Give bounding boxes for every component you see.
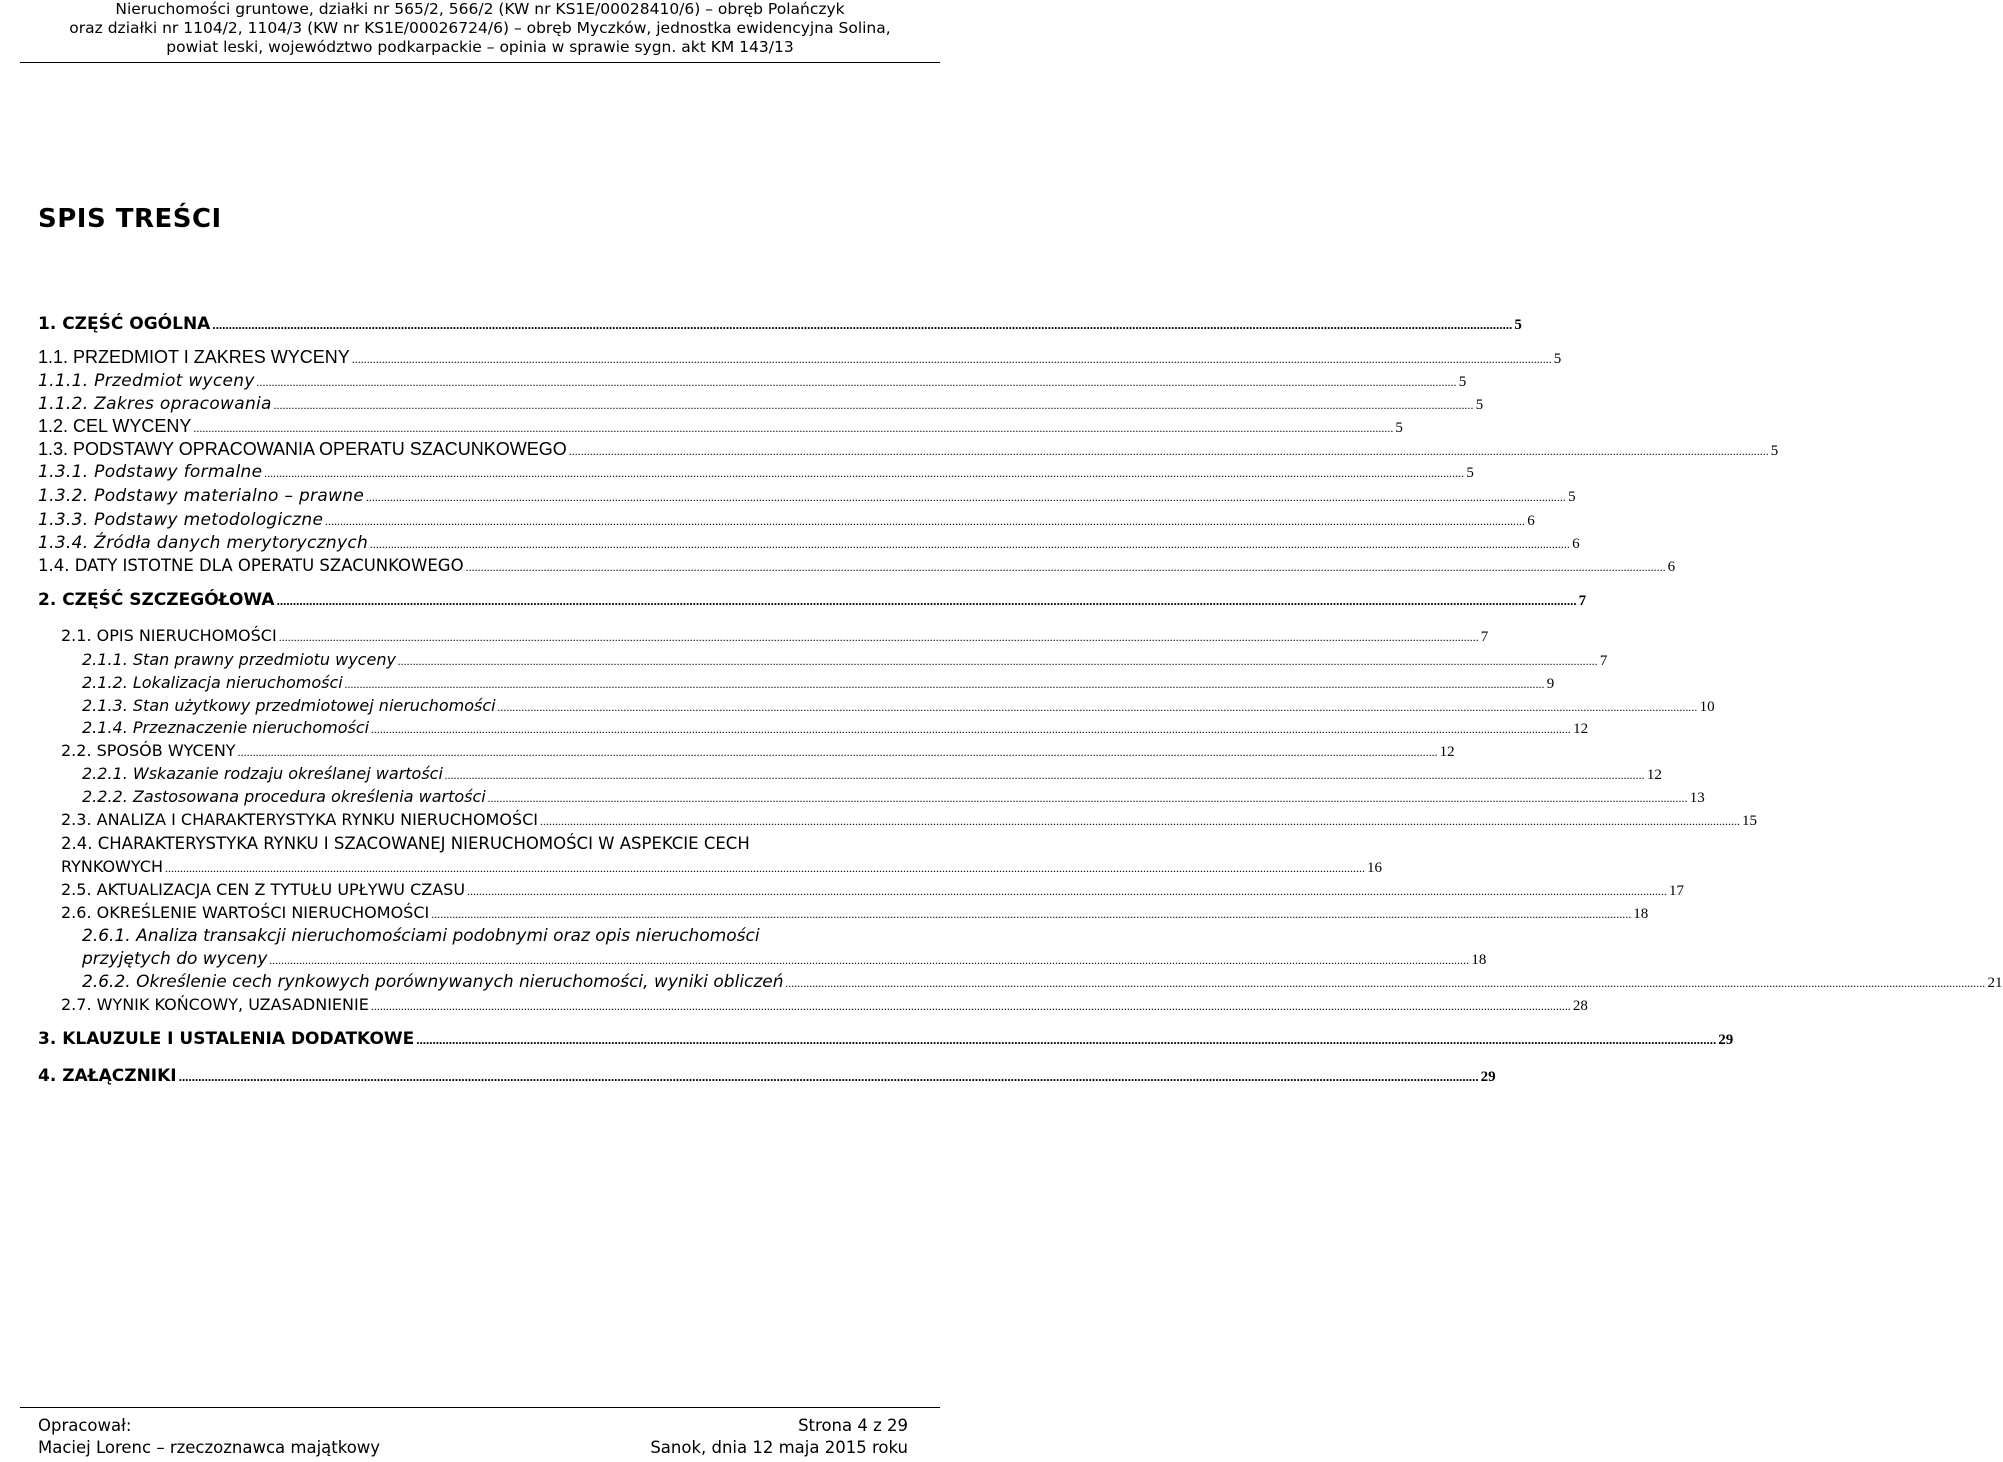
toc-entry-1[interactable] <box>38 314 1522 334</box>
toc-entry-2-1-3[interactable] <box>82 696 1715 716</box>
toc-entry-2-6[interactable] <box>61 903 1649 923</box>
toc-leader-dots: ................................................................................................................................................................................................................................................................................................................................................................................................................ <box>785 976 1986 990</box>
toc-leader-dots: ................................................................................................................................................................................................................................................................................................................................................................................................................ <box>444 768 1645 782</box>
toc-entry-label: przyjętych do wyceny <box>82 949 268 969</box>
footer-author-label: Opracował: <box>38 1416 132 1435</box>
toc-leader-dots: ................................................................................................................................................................................................................................................................................................................................................................................................................ <box>497 700 1698 714</box>
toc-leader-dots: ................................................................................................................................................................................................................................................................................................................................................................................................................ <box>465 560 1666 574</box>
toc-entry-1-2[interactable] <box>38 416 1403 437</box>
toc-entry-page: 6 <box>1667 559 1676 575</box>
toc-entry-page: 15 <box>1741 813 1757 829</box>
toc-entry-page: 17 <box>1669 883 1685 899</box>
toc-entry-page: 12 <box>1573 721 1589 737</box>
toc-entry-label: 2.3. ANALIZA I CHARAKTERYSTYKA RYNKU NIERUCHOMOŚCI <box>61 810 538 829</box>
toc-entry-page: 5 <box>1395 420 1403 436</box>
toc-entry-1-3-2[interactable] <box>38 486 1576 506</box>
toc-entry-2-1[interactable] <box>61 626 1489 646</box>
toc-entry-label: 2. CZĘŚĆ SZCZEGÓŁOWA <box>38 590 275 610</box>
toc-entry-page: 7 <box>1599 653 1608 669</box>
toc-entry-label: 1.3.3. Podstawy metodologiczne <box>38 510 324 530</box>
toc-entry-page: 10 <box>1699 699 1715 715</box>
toc-leader-dots: ................................................................................................................................................................................................................................................................................................................................................................................................................ <box>264 466 1465 480</box>
toc-entry-label: 2.2.1. Wskazanie rodzaju określanej wartości <box>82 764 443 783</box>
toc-leader-dots: ................................................................................................................................................................................................................................................................................................................................................................................................................ <box>568 444 1769 458</box>
toc-entry-page: 5 <box>1568 489 1576 505</box>
toc-entry-page: 7 <box>1480 629 1489 645</box>
toc-entry-label: 1.3.2. Podstawy materialno – prawne <box>38 486 365 506</box>
toc-entry-2-6-1[interactable] <box>82 949 1487 969</box>
footer-divider <box>20 1407 940 1408</box>
toc-entry-2-2[interactable] <box>61 741 1455 761</box>
toc-entry-2-2-1[interactable] <box>82 764 1662 784</box>
toc-leader-dots: ................................................................................................................................................................................................................................................................................................................................................................................................................ <box>164 861 1365 875</box>
toc-entry-page: 5 <box>1553 351 1562 367</box>
toc-entry-page: 18 <box>1633 906 1649 922</box>
toc-leader-dots: ................................................................................................................................................................................................................................................................................................................................................................................................................ <box>366 490 1567 504</box>
toc-entry-2-2-2[interactable] <box>82 787 1705 807</box>
toc-leader-dots: ................................................................................................................................................................................................................................................................................................................................................................................................................ <box>487 791 1688 805</box>
toc-entry-1-3-1[interactable] <box>38 462 1475 482</box>
toc-entry-1-3-4[interactable] <box>38 533 1580 553</box>
header-line-3: powiat leski, województwo podkarpackie – opinia w sprawie sygn. akt KM 143/13 <box>166 38 794 56</box>
toc-entry-2-1-4[interactable] <box>82 718 1589 738</box>
toc-entry-label: RYNKOWYCH <box>61 857 163 876</box>
toc-entry-label: 1.3.4. Źródła danych merytorycznych <box>38 533 369 553</box>
toc-leader-dots: ................................................................................................................................................................................................................................................................................................................................................................................................................ <box>256 375 1457 389</box>
toc-entry-label: 4. ZAŁĄCZNIKI <box>38 1066 177 1086</box>
toc-entry-1-3-3[interactable] <box>38 510 1536 530</box>
footer-page-number: Strona 4 z 29 <box>798 1416 908 1435</box>
toc-entry-label: 2.2.2. Zastosowana procedura określenia wartości <box>82 787 486 806</box>
toc-entry-4[interactable] <box>38 1066 1496 1086</box>
toc-entry-page: 16 <box>1366 860 1382 876</box>
toc-entry-2-1-1[interactable] <box>82 650 1608 670</box>
toc-leader-dots: ................................................................................................................................................................................................................................................................................................................................................................................................................ <box>416 1032 1717 1047</box>
toc-entry-3[interactable] <box>38 1029 1734 1049</box>
toc-entry-label: 2.1.1. Stan prawny przedmiotu wyceny <box>82 650 396 669</box>
toc-leader-dots: ................................................................................................................................................................................................................................................................................................................................................................................................................ <box>344 677 1545 691</box>
toc-entry-label: 1.4. DATY ISTOTNE DLA OPERATU SZACUNKOWEGO <box>38 556 464 575</box>
toc-entry-page: 21 <box>1987 975 2003 991</box>
toc-entry-2-7[interactable] <box>61 995 1588 1015</box>
toc-entry-label: 1.3. PODSTAWY OPRACOWANIA OPERATU SZACUNKOWEGO <box>38 439 567 459</box>
toc-entry-page: 12 <box>1439 744 1455 760</box>
toc-entry-page: 5 <box>1475 397 1484 413</box>
toc-entry-1-1-1[interactable] <box>38 371 1467 391</box>
toc-leader-dots: ................................................................................................................................................................................................................................................................................................................................................................................................................ <box>269 953 1470 967</box>
header-line-2: oraz działki nr 1104/2, 1104/3 (KW nr KS1E/00026724/6) – obręb Myczków, jednostka ewidencyjna Solina, <box>69 19 891 37</box>
toc-entry-1-4[interactable] <box>38 556 1676 576</box>
toc-leader-dots: ................................................................................................................................................................................................................................................................................................................................................................................................................ <box>212 317 1513 332</box>
toc-entry-page: 29 <box>1718 1032 1734 1048</box>
toc-entry-page: 29 <box>1480 1069 1496 1085</box>
toc-entry-1-3[interactable] <box>38 439 1779 460</box>
toc-entry-page: 13 <box>1689 790 1705 806</box>
toc-entry-page: 5 <box>1458 374 1467 390</box>
toc-leader-dots: ................................................................................................................................................................................................................................................................................................................................................................................................................ <box>325 514 1526 528</box>
toc-entry-2-4[interactable] <box>61 857 1382 877</box>
toc-entry-label: 2.7. WYNIK KOŃCOWY, UZASADNIENIE <box>61 995 369 1014</box>
toc-entry-label: 1.2. CEL WYCENY <box>38 416 192 436</box>
toc-leader-dots: ................................................................................................................................................................................................................................................................................................................................................................................................................ <box>178 1069 1479 1084</box>
footer-place-date: Sanok, dnia 12 maja 2015 roku <box>650 1438 908 1457</box>
toc-entry-page: 28 <box>1572 998 1588 1014</box>
toc-entry-page: 5 <box>1770 443 1779 459</box>
footer-author-name: Maciej Lorenc – rzeczoznawca majątkowy <box>38 1438 381 1457</box>
toc-leader-dots: ................................................................................................................................................................................................................................................................................................................................................................................................................ <box>467 884 1668 898</box>
toc-entry-label: 1.1.2. Zakres opracowania <box>38 394 272 414</box>
toc-entry-label: 2.6.2. Określenie cech rynkowych porównywanych nieruchomości, wyniki obliczeń <box>82 972 784 992</box>
toc-entry-label: 1.1. PRZEDMIOT I ZAKRES WYCENY <box>38 347 350 367</box>
toc-leader-dots: ................................................................................................................................................................................................................................................................................................................................................................................................................ <box>539 814 1740 828</box>
toc-entry-label: 1.1.1. Przedmiot wyceny <box>38 371 255 391</box>
toc-leader-dots: ................................................................................................................................................................................................................................................................................................................................................................................................................ <box>276 593 1577 608</box>
toc-leader-dots: ................................................................................................................................................................................................................................................................................................................................................................................................................ <box>397 654 1598 668</box>
toc-entry-page: 12 <box>1646 767 1662 783</box>
toc-entry-page: 5 <box>1466 465 1475 481</box>
toc-entry-label: 2.1.2. Lokalizacja nieruchomości <box>82 673 343 692</box>
toc-entry-label: 2.2. SPOSÓB WYCENY <box>61 741 236 760</box>
toc-entry-2-6-2[interactable] <box>82 972 2003 992</box>
toc-leader-dots: ................................................................................................................................................................................................................................................................................................................................................................................................................ <box>370 999 1571 1013</box>
toc-entry-2-6-1-line1[interactable]: 2.6.1. Analiza transakcji nieruchomościami podobnymi oraz opis nieruchomości <box>82 926 760 946</box>
toc-leader-dots: ................................................................................................................................................................................................................................................................................................................................................................................................................ <box>237 745 1438 759</box>
toc-entry-label: 2.1.4. Przeznaczenie nieruchomości <box>82 718 370 737</box>
toc-leader-dots: ................................................................................................................................................................................................................................................................................................................................................................................................................ <box>278 630 1479 644</box>
toc-leader-dots: ................................................................................................................................................................................................................................................................................................................................................................................................................ <box>370 537 1571 551</box>
header-line-1: Nieruchomości gruntowe, działki nr 565/2, 566/2 (KW nr KS1E/00028410/6) – obręb Polańczyk <box>115 0 845 18</box>
toc-entry-label: 2.1.3. Stan użytkowy przedmiotowej nieruchomości <box>82 696 496 715</box>
toc-entry-label: 2.6. OKREŚLENIE WARTOŚCI NIERUCHOMOŚCI <box>61 903 430 922</box>
toc-leader-dots: ................................................................................................................................................................................................................................................................................................................................................................................................................ <box>273 398 1474 412</box>
toc-leader-dots: ................................................................................................................................................................................................................................................................................................................................................................................................................ <box>431 907 1632 921</box>
page-title: SPIS TREŚCI <box>38 204 222 234</box>
toc-entry-2[interactable] <box>38 590 1587 610</box>
toc-entry-page: 6 <box>1527 513 1536 529</box>
toc-leader-dots: ................................................................................................................................................................................................................................................................................................................................................................................................................ <box>193 421 1394 435</box>
toc-entry-2-4-line1[interactable]: 2.4. CHARAKTERYSTYKA RYNKU I SZACOWANEJ NIERUCHOMOŚCI W ASPEKCIE CECH <box>61 834 750 853</box>
toc-entry-2-1-2[interactable] <box>82 673 1555 693</box>
toc-entry-page: 18 <box>1471 952 1487 968</box>
toc-entry-page: 7 <box>1578 593 1587 609</box>
toc-entry-page: 9 <box>1546 676 1555 692</box>
toc-entry-1-1[interactable] <box>38 347 1562 368</box>
toc-leader-dots: ................................................................................................................................................................................................................................................................................................................................................................................................................ <box>371 722 1572 736</box>
toc-entry-page: 5 <box>1514 317 1522 333</box>
toc-entry-1-1-2[interactable] <box>38 394 1484 414</box>
toc-entry-2-5[interactable] <box>61 880 1685 900</box>
toc-entry-2-3[interactable] <box>61 810 1757 830</box>
toc-leader-dots: ................................................................................................................................................................................................................................................................................................................................................................................................................ <box>351 352 1552 366</box>
toc-entry-page: 6 <box>1572 536 1580 552</box>
toc-entry-label: 1.3.1. Podstawy formalne <box>38 462 263 482</box>
toc-entry-label: 2.5. AKTUALIZACJA CEN Z TYTUŁU UPŁYWU CZASU <box>61 880 466 899</box>
toc-entry-label: 3. KLAUZULE I USTALENIA DODATKOWE <box>38 1029 415 1049</box>
toc-entry-label: 2.1. OPIS NIERUCHOMOŚCI <box>61 626 277 645</box>
toc-entry-label: 1. CZĘŚĆ OGÓLNA <box>38 314 211 334</box>
